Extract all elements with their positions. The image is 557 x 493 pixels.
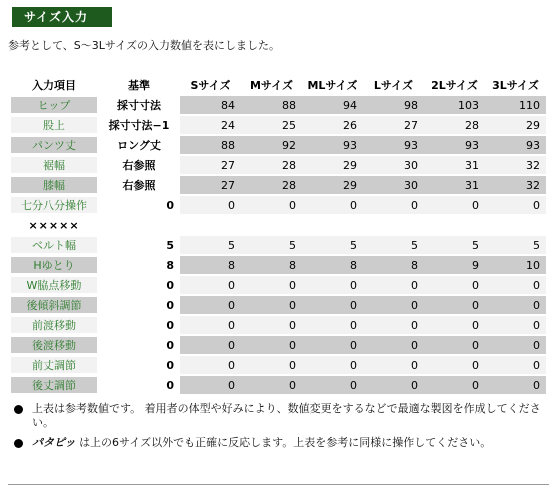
row-label: 後渡移動: [10, 336, 98, 354]
cell-value: 93: [302, 136, 363, 154]
cell-value: 29: [302, 156, 363, 174]
note-1: [12, 402, 552, 430]
cell-value: 0: [180, 356, 241, 374]
cell-value: 0: [241, 196, 302, 214]
row-base: 0: [98, 316, 180, 334]
col-header-l: Lサイズ: [373, 79, 414, 92]
cell-value: 5: [485, 236, 546, 254]
cell-value: 0: [180, 376, 241, 394]
cell-value: 5: [180, 236, 241, 254]
cell-value: 0: [241, 316, 302, 334]
brand-name: パタピッ: [32, 436, 76, 449]
cell-value: 0: [180, 196, 241, 214]
cell-value: 0: [241, 356, 302, 374]
cell-value: 31: [424, 156, 485, 174]
separator-row: [10, 216, 546, 234]
row-base: 0: [98, 376, 180, 394]
bullet-icon: [14, 405, 23, 414]
cell-value: 0: [241, 376, 302, 394]
bottom-divider: [8, 484, 549, 485]
table-row: [10, 316, 546, 334]
cell-value: 29: [302, 176, 363, 194]
note-2-text: は上の6サイズ以外でも正確に反応します。上表を参考に同様に操作してください。: [79, 436, 492, 449]
row-label: W脇点移動: [10, 276, 98, 294]
table-row: [10, 116, 546, 134]
cell-value: 0: [424, 196, 485, 214]
row-label: 前丈調節: [10, 356, 98, 374]
cell-value: 0: [302, 356, 363, 374]
cell-value: 0: [363, 336, 424, 354]
cell-value: 30: [363, 156, 424, 174]
table-row: [10, 196, 546, 214]
table-row: [10, 96, 546, 114]
cell-value: 28: [241, 156, 302, 174]
cell-value: 29: [485, 116, 546, 134]
size-table: [10, 74, 546, 396]
cell-value: 0: [241, 296, 302, 314]
cell-value: 30: [363, 176, 424, 194]
row-label: 膝幅: [10, 176, 98, 194]
cell-value: 5: [363, 236, 424, 254]
cell-value: 0: [485, 296, 546, 314]
cell-value: 110: [485, 96, 546, 114]
separator-marks: ×××××: [10, 216, 98, 234]
col-header-m: Mサイズ: [249, 79, 294, 92]
cell-value: 0: [302, 196, 363, 214]
cell-value: 98: [363, 96, 424, 114]
table-header-row: [10, 76, 546, 94]
cell-value: 0: [302, 376, 363, 394]
row-label: パンツ丈: [10, 136, 98, 154]
cell-value: 8: [241, 256, 302, 274]
cell-value: 5: [241, 236, 302, 254]
cell-value: 0: [302, 336, 363, 354]
cell-value: 28: [424, 116, 485, 134]
cell-value: 0: [424, 376, 485, 394]
cell-value: 93: [485, 136, 546, 154]
intro-text: 参考として、S〜3Lサイズの入力数値を表にしました。: [8, 39, 281, 52]
cell-value: 92: [241, 136, 302, 154]
cell-value: 0: [424, 336, 485, 354]
cell-value: 0: [424, 316, 485, 334]
row-base: 採寸寸法: [98, 96, 180, 114]
row-base: 0: [98, 336, 180, 354]
cell-value: 0: [485, 356, 546, 374]
cell-value: 32: [485, 156, 546, 174]
cell-value: 0: [180, 336, 241, 354]
cell-value: 31: [424, 176, 485, 194]
cell-value: 0: [424, 356, 485, 374]
table-row: [10, 356, 546, 374]
row-label: 後傾斜調節: [10, 296, 98, 314]
col-header-3l: 3Lサイズ: [492, 79, 539, 92]
cell-value: 8: [180, 256, 241, 274]
cell-value: 27: [363, 116, 424, 134]
col-header-ml: MLサイズ: [307, 79, 358, 92]
cell-value: 0: [363, 356, 424, 374]
cell-value: 84: [180, 96, 241, 114]
cell-value: 8: [363, 256, 424, 274]
cell-value: 32: [485, 176, 546, 194]
cell-value: 0: [241, 336, 302, 354]
cell-value: 28: [241, 176, 302, 194]
row-base: 5: [98, 236, 180, 254]
table-row: [10, 276, 546, 294]
cell-value: 9: [424, 256, 485, 274]
cell-value: 0: [485, 276, 546, 294]
cell-value: 93: [424, 136, 485, 154]
cell-value: 0: [302, 296, 363, 314]
cell-value: 0: [363, 316, 424, 334]
cell-value: 0: [180, 296, 241, 314]
row-base: 0: [98, 276, 180, 294]
cell-value: 25: [241, 116, 302, 134]
section-title: サイズ入力: [12, 7, 112, 27]
cell-value: 0: [424, 276, 485, 294]
cell-value: 0: [241, 276, 302, 294]
table-row: [10, 236, 546, 254]
cell-value: 5: [302, 236, 363, 254]
notes: [12, 402, 552, 456]
cell-value: 103: [424, 96, 485, 114]
col-header-2l: 2Lサイズ: [431, 79, 478, 92]
table-row: [10, 336, 546, 354]
cell-value: 0: [302, 276, 363, 294]
table-row: [10, 256, 546, 274]
cell-value: 0: [485, 376, 546, 394]
cell-value: 0: [485, 316, 546, 334]
note-2: [12, 436, 552, 450]
cell-value: 0: [485, 336, 546, 354]
cell-value: 0: [485, 196, 546, 214]
row-label: 後丈調節: [10, 376, 98, 394]
cell-value: 0: [302, 316, 363, 334]
col-header-item: 入力項目: [32, 79, 76, 92]
cell-value: 0: [363, 296, 424, 314]
row-label: 七分八分操作: [10, 196, 98, 214]
cell-value: 24: [180, 116, 241, 134]
cell-value: 26: [302, 116, 363, 134]
row-base: 右参照: [98, 176, 180, 194]
cell-value: 0: [363, 276, 424, 294]
row-label: 裾幅: [10, 156, 98, 174]
cell-value: 5: [424, 236, 485, 254]
row-label: 股上: [10, 116, 98, 134]
cell-value: 88: [241, 96, 302, 114]
row-base: 0: [98, 196, 180, 214]
cell-value: 8: [302, 256, 363, 274]
row-base: ロング丈: [98, 136, 180, 154]
cell-value: 0: [363, 196, 424, 214]
row-base: 採寸寸法−1: [98, 116, 180, 134]
table-row: [10, 156, 546, 174]
cell-value: 93: [363, 136, 424, 154]
row-base: 8: [98, 256, 180, 274]
row-label: ベルト幅: [10, 236, 98, 254]
table-row: [10, 136, 546, 154]
row-base: 0: [98, 296, 180, 314]
cell-value: 0: [180, 316, 241, 334]
row-label: ヒップ: [10, 96, 98, 114]
row-base: 0: [98, 356, 180, 374]
table-row: [10, 376, 546, 394]
cell-value: 10: [485, 256, 546, 274]
row-label: Hゆとり: [10, 256, 98, 274]
table-row: [10, 176, 546, 194]
col-header-base: 基準: [128, 79, 150, 92]
cell-value: 88: [180, 136, 241, 154]
cell-value: 27: [180, 156, 241, 174]
cell-value: 0: [424, 296, 485, 314]
row-label: 前渡移動: [10, 316, 98, 334]
cell-value: 27: [180, 176, 241, 194]
bullet-icon: [14, 439, 23, 448]
cell-value: 0: [180, 276, 241, 294]
cell-value: 94: [302, 96, 363, 114]
cell-value: 0: [363, 376, 424, 394]
col-header-s: Sサイズ: [190, 79, 231, 92]
table-row: [10, 296, 546, 314]
note-1-text: 上表は参考数値です。 着用者の体型や好みにより、数値変更をするなどで最適な製図を作成してください。: [32, 402, 541, 429]
row-base: 右参照: [98, 156, 180, 174]
